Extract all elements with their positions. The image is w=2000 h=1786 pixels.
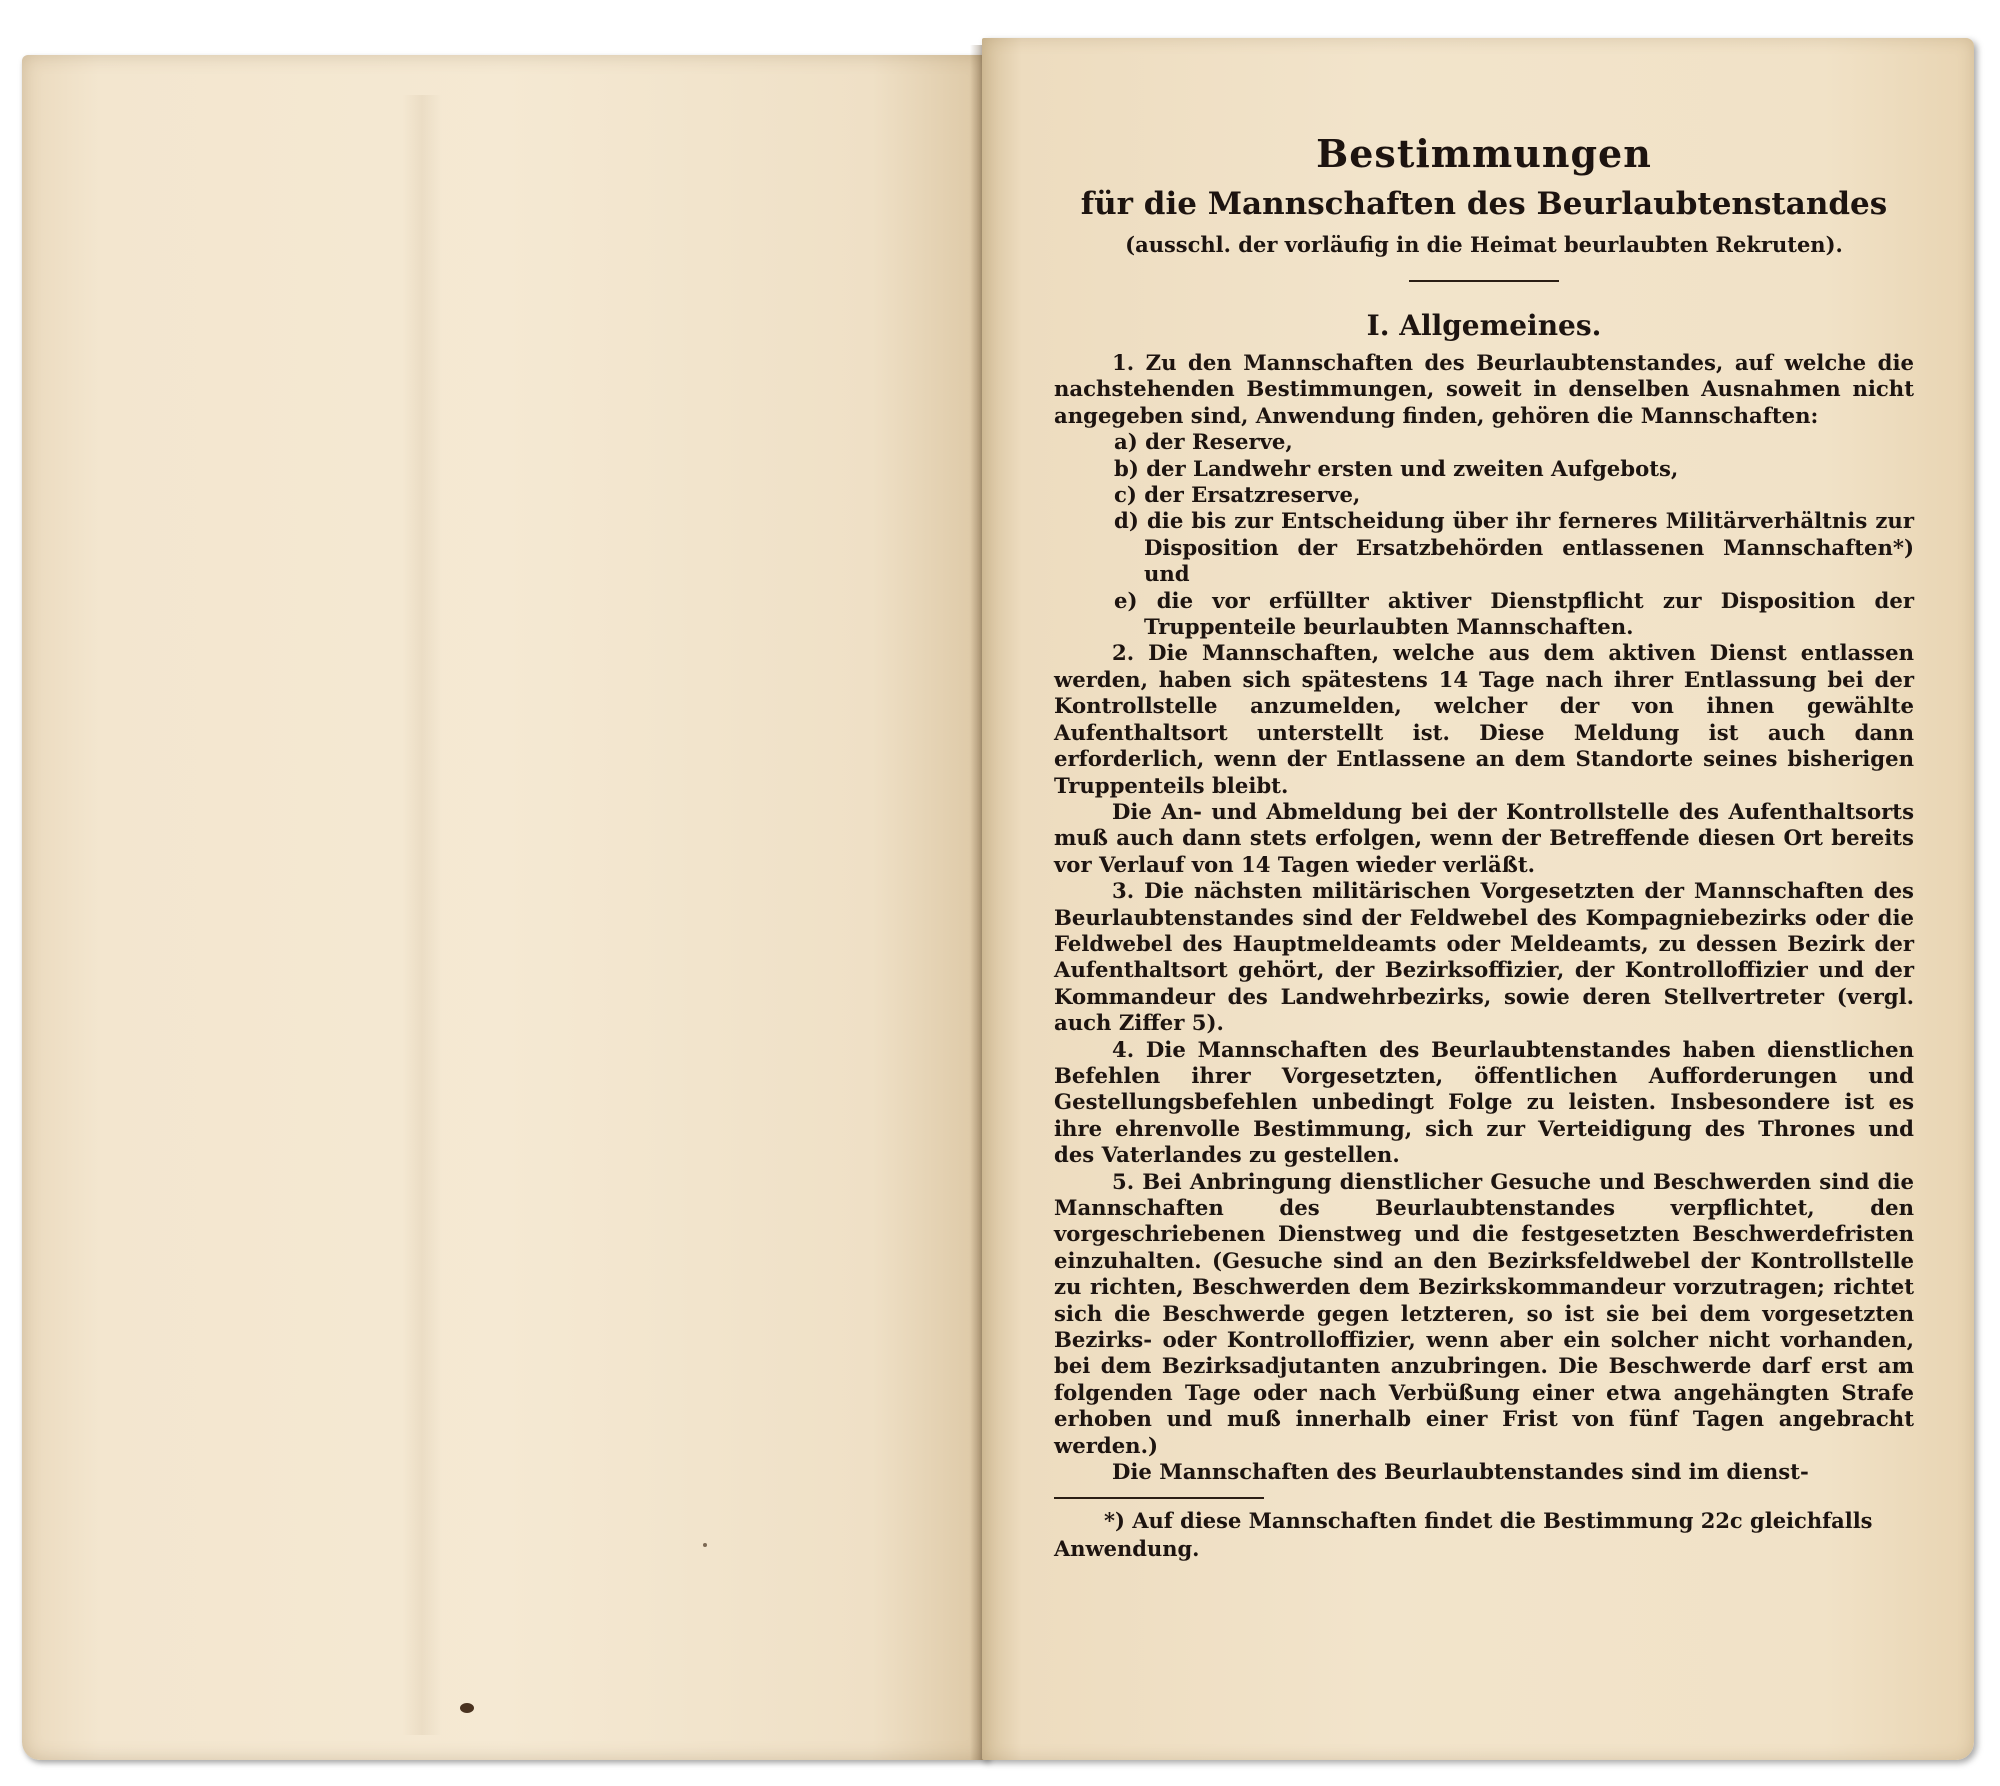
section-body: [1054, 350, 1914, 1485]
paragraph-6: Die Mannschaften des Beurlaubtenstandes sind im dienst-: [1112, 1459, 1809, 1485]
footnote-divider: [1054, 1497, 1264, 1499]
paragraph-5: 5. Bei Anbringung dienstlicher Gesuche und Beschwerden sind die Mannschaften des Beurlaubtenstandes verpflichtet, den vorgeschriebenen Dienstweg und die festgesetzten Beschwerdefristen einzuhalten. (Gesuche sind an den Bezirksfeldwebel der Kontrollstelle zu richten, Beschwerden dem Bezirkskommandeur vorzutragen; richtet sich die Beschwerde gegen letzteren, so ist sie bei dem vorgesetzten Bezirks- oder Kontrolloffizier, wenn aber ein solcher nicht vorhanden, bei dem Bezirksadjutanten anzubringen. Die Beschwerde darf erst am folgenden Tage oder nach Verbüßung einer etwa angehängten Strafe erhoben und muß innerhalb einer Frist von fünf Tagen angebracht werden.): [1054, 1168, 1914, 1458]
left-page-blank: [22, 55, 988, 1760]
list-item-c: c) der Ersatzreserve,: [1114, 482, 1361, 508]
paragraph-4: 4. Die Mannschaften des Beurlaubtenstandes haben dienstlichen Befehlen ihrer Vorgesetzten, öffentlichen Aufforderungen und Gestellungsbefehlen unbedingt Folge zu leisten. Insbesondere ist es ihre ehrenvolle Bestimmung, sich zur Verteidigung des Thrones und des Vaterlandes zu gestellen.: [1054, 1036, 1914, 1168]
right-page: [982, 38, 1974, 1760]
list-item-d: d) die bis zur Entscheidung über ihr ferneres Militärverhältnis zur Disposition der Ersatzbehörden entlassenen Mannschaften*) und: [1114, 508, 1914, 587]
footnote: *) Auf diese Mannschaften findet die Bestimmung 22c gleichfalls Anwendung.: [1054, 1508, 1873, 1562]
page-subtitle: für die Mannschaften des Beurlaubtenstandes: [1080, 186, 1888, 222]
heading-divider: [1409, 280, 1559, 282]
paragraph-2: 2. Die Mannschaften, welche aus dem aktiven Dienst entlassen werden, haben sich spätestens 14 Tage nach ihrer Entlassung bei der Kontrollstelle anzumelden, welcher der von ihnen gewählte Aufenthaltsort unterstellt ist. Diese Meldung ist auch dann erforderlich, wenn der Entlassene an dem Standorte seines bisherigen Truppenteils bleibt.: [1054, 640, 1914, 798]
page-crease: [402, 95, 442, 1735]
list-item-e: e) die vor erfüllter aktiver Dienstpflicht zur Disposition der Truppenteile beurlaubten Mannschaften.: [1114, 587, 1914, 640]
paragraph-2b: Die An- und Abmeldung bei der Kontrollstelle des Aufenthaltsorts muß auch dann stets erfolgen, wenn der Betreffende diesen Ort bereits vor Verlauf von 14 Tagen wieder verläßt.: [1054, 798, 1914, 877]
ink-spot: [460, 1703, 474, 1713]
paragraph-1: 1. Zu den Mannschaften des Beurlaubtenstandes, auf welche die nachstehenden Bestimmungen, soweit in denselben Ausnahmen nicht angegeben sind, Anwendung finden, gehören die Mannschaften:: [1054, 350, 1914, 428]
paragraph-3: 3. Die nächsten militärischen Vorgesetzten der Mannschaften des Beurlaubtenstandes sind der Feldwebel des Kompagniebezirks oder die Feldwebel des Hauptmeldeamts oder Meldeamts, zu dessen Bezirk der Aufenthaltsort gehört, der Bezirksoffizier, der Kontrolloffizier und der Kommandeur des Landwehrbezirks, sowie deren Stellvertreter (vergl. auch Ziffer 5).: [1054, 878, 1914, 1036]
subtitle-note: (ausschl. der vorläufig in die Heimat beurlaubten Rekruten).: [1125, 232, 1843, 257]
page-title: Bestimmungen: [1316, 131, 1652, 176]
page-content: [1054, 130, 1914, 1563]
ink-spot: [703, 1543, 707, 1547]
list-item-a: a) der Reserve,: [1114, 429, 1293, 455]
section-heading: I. Allgemeines.: [1366, 309, 1602, 342]
list-item-b: b) der Landwehr ersten und zweiten Aufgebots,: [1114, 455, 1679, 481]
